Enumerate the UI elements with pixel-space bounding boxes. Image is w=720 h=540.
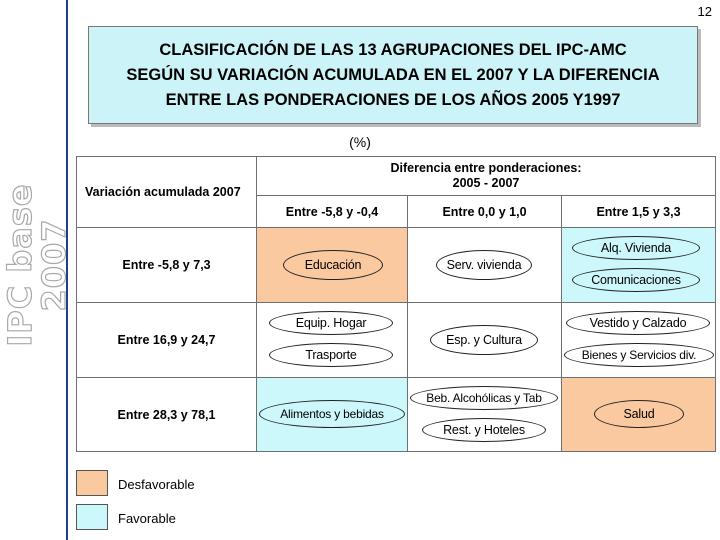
category-pill: Educación (283, 250, 383, 280)
category-pill: Salud (594, 400, 684, 428)
title-line-3: ENTRE LAS PONDERACIONES DE LOS AÑOS 2005 Y1997 (165, 90, 621, 109)
category-pill: Equip. Hogar (269, 311, 393, 335)
side-label: IPC base 2007 (1, 183, 73, 347)
category-pill: Alimentos y bebidas (259, 400, 405, 428)
table-cell (407, 377, 562, 452)
category-pill: Alq. Vivienda (572, 236, 700, 260)
col-header-title (256, 156, 716, 196)
col-header-line-1: Diferencia entre ponderaciones: (390, 161, 582, 175)
table-cell (561, 377, 716, 452)
legend-label-favorable: Favorable (118, 511, 176, 526)
category-pill: Comunicaciones (572, 268, 700, 292)
category-pill: Serv. vivienda (436, 250, 532, 280)
page-number: 12 (697, 4, 712, 19)
legend-swatch-unfavorable (76, 470, 108, 496)
legend-swatch-favorable (76, 504, 108, 530)
legend-label-unfavorable: Desfavorable (118, 477, 195, 492)
title-box (88, 26, 698, 124)
category-pill: Vestido y Calzado (566, 311, 710, 335)
table-cell (407, 302, 562, 378)
row-header-title: Variación acumulada 2007 (76, 156, 257, 228)
title-line-1: CLASIFICACIÓN DE LAS 13 AGRUPACIONES DEL IPC-AMC (159, 40, 627, 59)
col-header: Entre 0,0 y 1,0 (407, 195, 562, 228)
table-cell (256, 377, 408, 452)
row-label: Entre 16,9 y 24,7 (76, 302, 257, 378)
row-label: Entre -5,8 y 7,3 (76, 227, 257, 303)
title-line-2: SEGÚN SU VARIACIÓN ACUMULADA EN EL 2007 Y LA DIFERENCIA (126, 65, 660, 84)
category-pill: Bienes y Servicios div. (564, 343, 714, 367)
category-pill: Esp. y Cultura (430, 325, 538, 355)
col-header: Entre 1,5 y 3,3 (561, 195, 716, 228)
table-cell (561, 302, 716, 378)
classification-table (76, 156, 716, 452)
unit-label: (%) (349, 134, 371, 150)
row-label: Entre 28,3 y 78,1 (76, 377, 257, 452)
table-cell (256, 227, 408, 303)
table-cell (407, 227, 562, 303)
col-header-line-2: 2005 - 2007 (452, 176, 520, 190)
table-cell (561, 227, 716, 303)
col-header: Entre -5,8 y -0,4 (256, 195, 408, 228)
category-pill: Beb. Alcohólicas y Tab (410, 386, 558, 410)
table-cell (256, 302, 408, 378)
category-pill: Trasporte (269, 343, 393, 367)
category-pill: Rest. y Hoteles (422, 418, 546, 442)
